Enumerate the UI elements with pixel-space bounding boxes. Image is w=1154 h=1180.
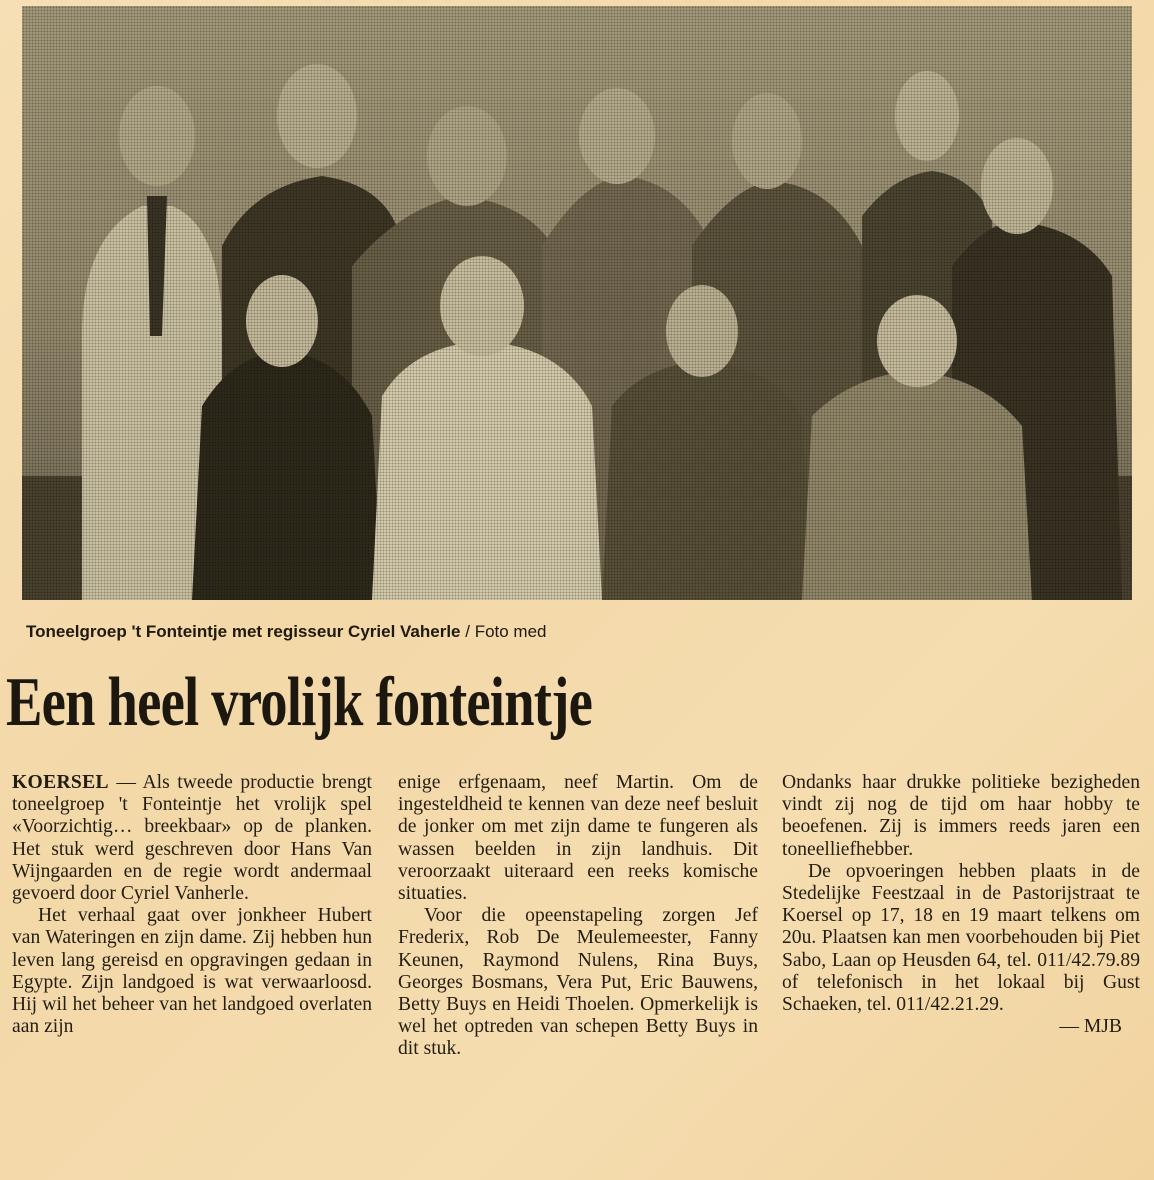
headline: Een heel vrolijk fonteintje (6, 664, 593, 741)
caption-text: Toneelgroep 't Fonteintje met regisseur Cyriel Vaherle (26, 622, 461, 641)
group-photo-illustration (22, 6, 1132, 600)
dateline: KOERSEL (12, 772, 109, 793)
article-column-2 (398, 772, 758, 1061)
article-paragraph: Ondanks haar drukke politieke bezigheden vindt zij nog de tijd om haar hobby te beoefenen. Zij is immers reeds jaren een toneelliefhebber. (782, 772, 1140, 860)
dateline-dash: — (108, 772, 143, 793)
paragraph-text: Als tweede productie brengt toneelgroep 't Fonteintje het vrolijk spel «Voorzichtig… breekbaar» op de planken. Het stuk werd geschreven door Hans Van Wijngaarden en de regie wordt andermaal gevoerd door Cyriel Vanherle. (12, 772, 372, 905)
article-paragraph: Voor die opeenstapeling zorgen Jef Frederix, Rob De Meulemeester, Fanny Keunen, Raymond Nulens, Rina Buys, Georges Bosmans, Vera Put, Eric Bauwens, Betty Buys en Heidi Thoelen. Opmerkelijk is wel het optreden van schepen Betty Buys in dit stuk. (398, 905, 758, 1060)
article-paragraph (12, 772, 372, 905)
article-column-1 (12, 772, 372, 1038)
article-paragraph: De opvoeringen hebben plaats in de Stedelijke Feestzaal in de Pastorijstraat te Koersel op 17, 18 en 19 maart telkens om 20u. Plaatsen kan men voorbehouden bij Piet Sabo, Laan op Heusden 64, tel. 011/42.79.89 of telefonisch in het lokaal bij Gust Schaeken, tel. 011/42.21.29. (782, 860, 1140, 1016)
caption-separator: / (460, 622, 475, 641)
article-column-3 (782, 772, 1140, 1038)
article-paragraph: Het verhaal gaat over jonkheer Hubert van Wateringen en zijn dame. Zij hebben hun leven lang gereisd en opgravingen gedaan in Egypte. Zijn landgoed is wat verwaarloosd. Hij wil het beheer van het landgoed overlaten aan zijn (12, 905, 372, 1038)
article-paragraph: enige erfgenaam, neef Martin. Om de ingesteldheid te kennen van deze neef besluit de jonker om met zijn dame te fungeren als wassen beelden in zijn landhuis. Dit veroorzaakt uiteraard een reeks komische situaties. (398, 772, 758, 905)
photo-caption (26, 622, 547, 642)
byline: — MJB (1059, 1016, 1122, 1038)
photo-credit: Foto med (474, 622, 547, 641)
group-photo (22, 6, 1132, 600)
